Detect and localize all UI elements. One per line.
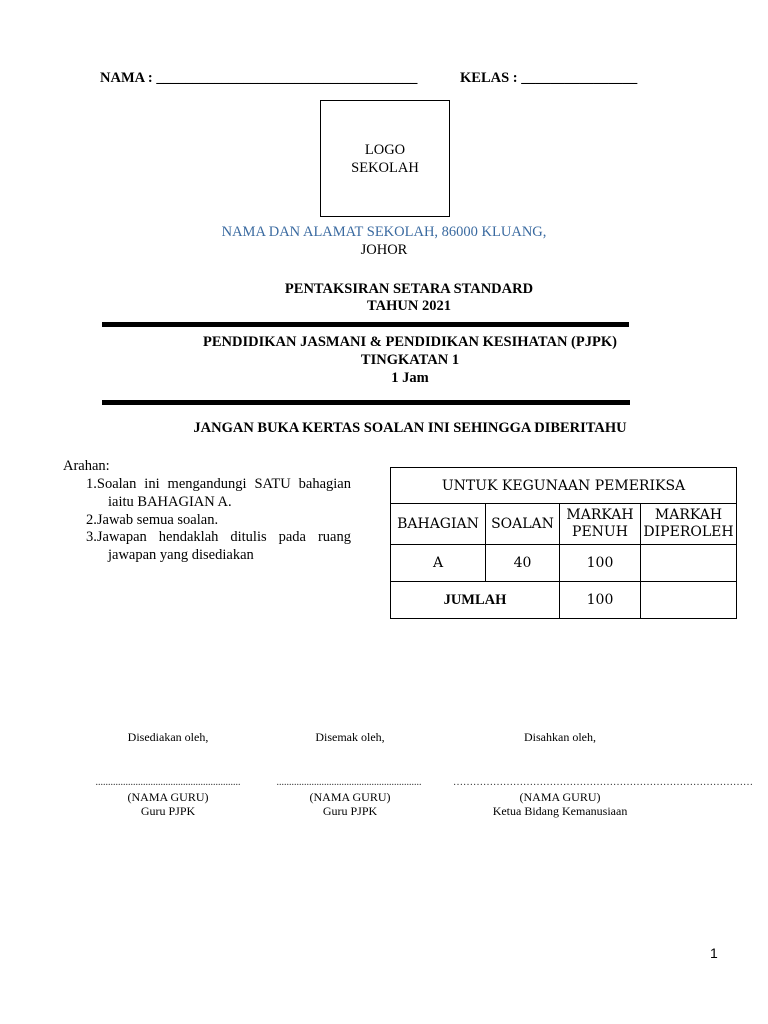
exam-subject: PENDIDIKAN JASMANI & PENDIDIKAN KESIHATAN (PJPK) [203, 334, 617, 350]
col-header-bahagian: BAHAGIAN [391, 504, 486, 545]
logo-line-2: SEKOLAH [351, 159, 419, 176]
col-header-soalan: SOALAN [486, 504, 560, 545]
signature-line-approved: ……………………………………………………………………………… [453, 777, 753, 788]
col-header-markah-diperoleh-line1: MARKAH [654, 507, 723, 523]
cell-bahagian: A [391, 545, 486, 582]
instruction-item-2: 2.Jawab semua soalan. [86, 512, 219, 528]
divider-rule-bottom [102, 400, 630, 405]
exam-title: PENTAKSIRAN SETARA STANDARD [284, 281, 534, 297]
table-total-row [391, 582, 737, 619]
col-header-markah-penuh [560, 504, 641, 545]
signature-caption-checked: Disemak oleh, [315, 730, 385, 744]
instruction-item-1: 1.Soalan ini mengandungi SATU bahagian [86, 476, 351, 492]
signature-line-prepared: .......................................................... [95, 777, 241, 788]
cell-markah-diperoleh[interactable] [641, 545, 737, 582]
col-header-markah-diperoleh-line2: DIPEROLEH [643, 524, 734, 540]
instruction-item-3-cont: jawapan yang disediakan [108, 547, 254, 563]
divider-rule-top [102, 322, 629, 327]
school-address-line-1: NAMA DAN ALAMAT SEKOLAH, 86000 KLUANG, [221, 224, 547, 240]
page-number: 1 [710, 945, 718, 961]
cell-total-label: JUMLAH [391, 582, 560, 619]
cell-total-penuh: 100 [560, 582, 641, 619]
exam-warning: JANGAN BUKA KERTAS SOALAN INI SEHINGGA DIBERITAHU [193, 420, 627, 436]
cell-soalan: 40 [486, 545, 560, 582]
col-header-markah-diperoleh [641, 504, 737, 545]
signature-name-prepared: (NAMA GURU) [127, 790, 209, 804]
student-name-field: NAMA : ____________________________________ [100, 70, 418, 86]
signature-role-approved: Ketua Bidang Kemanusiaan [492, 804, 628, 818]
signature-caption-prepared: Disediakan oleh, [127, 730, 209, 744]
instruction-item-3: 3.Jawapan hendaklah ditulis pada ruang [86, 529, 351, 545]
examiner-table-title: UNTUK KEGUNAAN PEMERIKSA [391, 468, 737, 504]
col-header-markah-penuh-line1: MARKAH [566, 507, 634, 523]
student-class-field: KELAS : ________________ [460, 70, 638, 86]
cell-total-diperoleh[interactable] [641, 582, 737, 619]
exam-duration: 1 Jam [391, 370, 429, 386]
signature-line-checked: .......................................................... [276, 777, 422, 788]
signature-role-prepared: Guru PJPK [140, 804, 196, 818]
signature-caption-approved: Disahkan oleh, [524, 730, 596, 744]
school-address-line-2: JOHOR [360, 242, 408, 258]
logo-line-1: LOGO [364, 141, 406, 158]
instruction-item-1-cont: iaitu BAHAGIAN A. [108, 494, 232, 510]
school-logo-placeholder [320, 100, 450, 217]
signature-name-approved: (NAMA GURU) [519, 790, 601, 804]
table-row [391, 545, 737, 582]
cell-markah-penuh: 100 [560, 545, 641, 582]
examiner-table [390, 467, 737, 619]
col-header-markah-penuh-line2: PENUH [572, 524, 628, 540]
exam-level: TINGKATAN 1 [360, 352, 460, 368]
signature-role-checked: Guru PJPK [322, 804, 378, 818]
signature-name-checked: (NAMA GURU) [309, 790, 391, 804]
instructions-heading: Arahan: [63, 458, 110, 474]
exam-year: TAHUN 2021 [367, 298, 451, 314]
